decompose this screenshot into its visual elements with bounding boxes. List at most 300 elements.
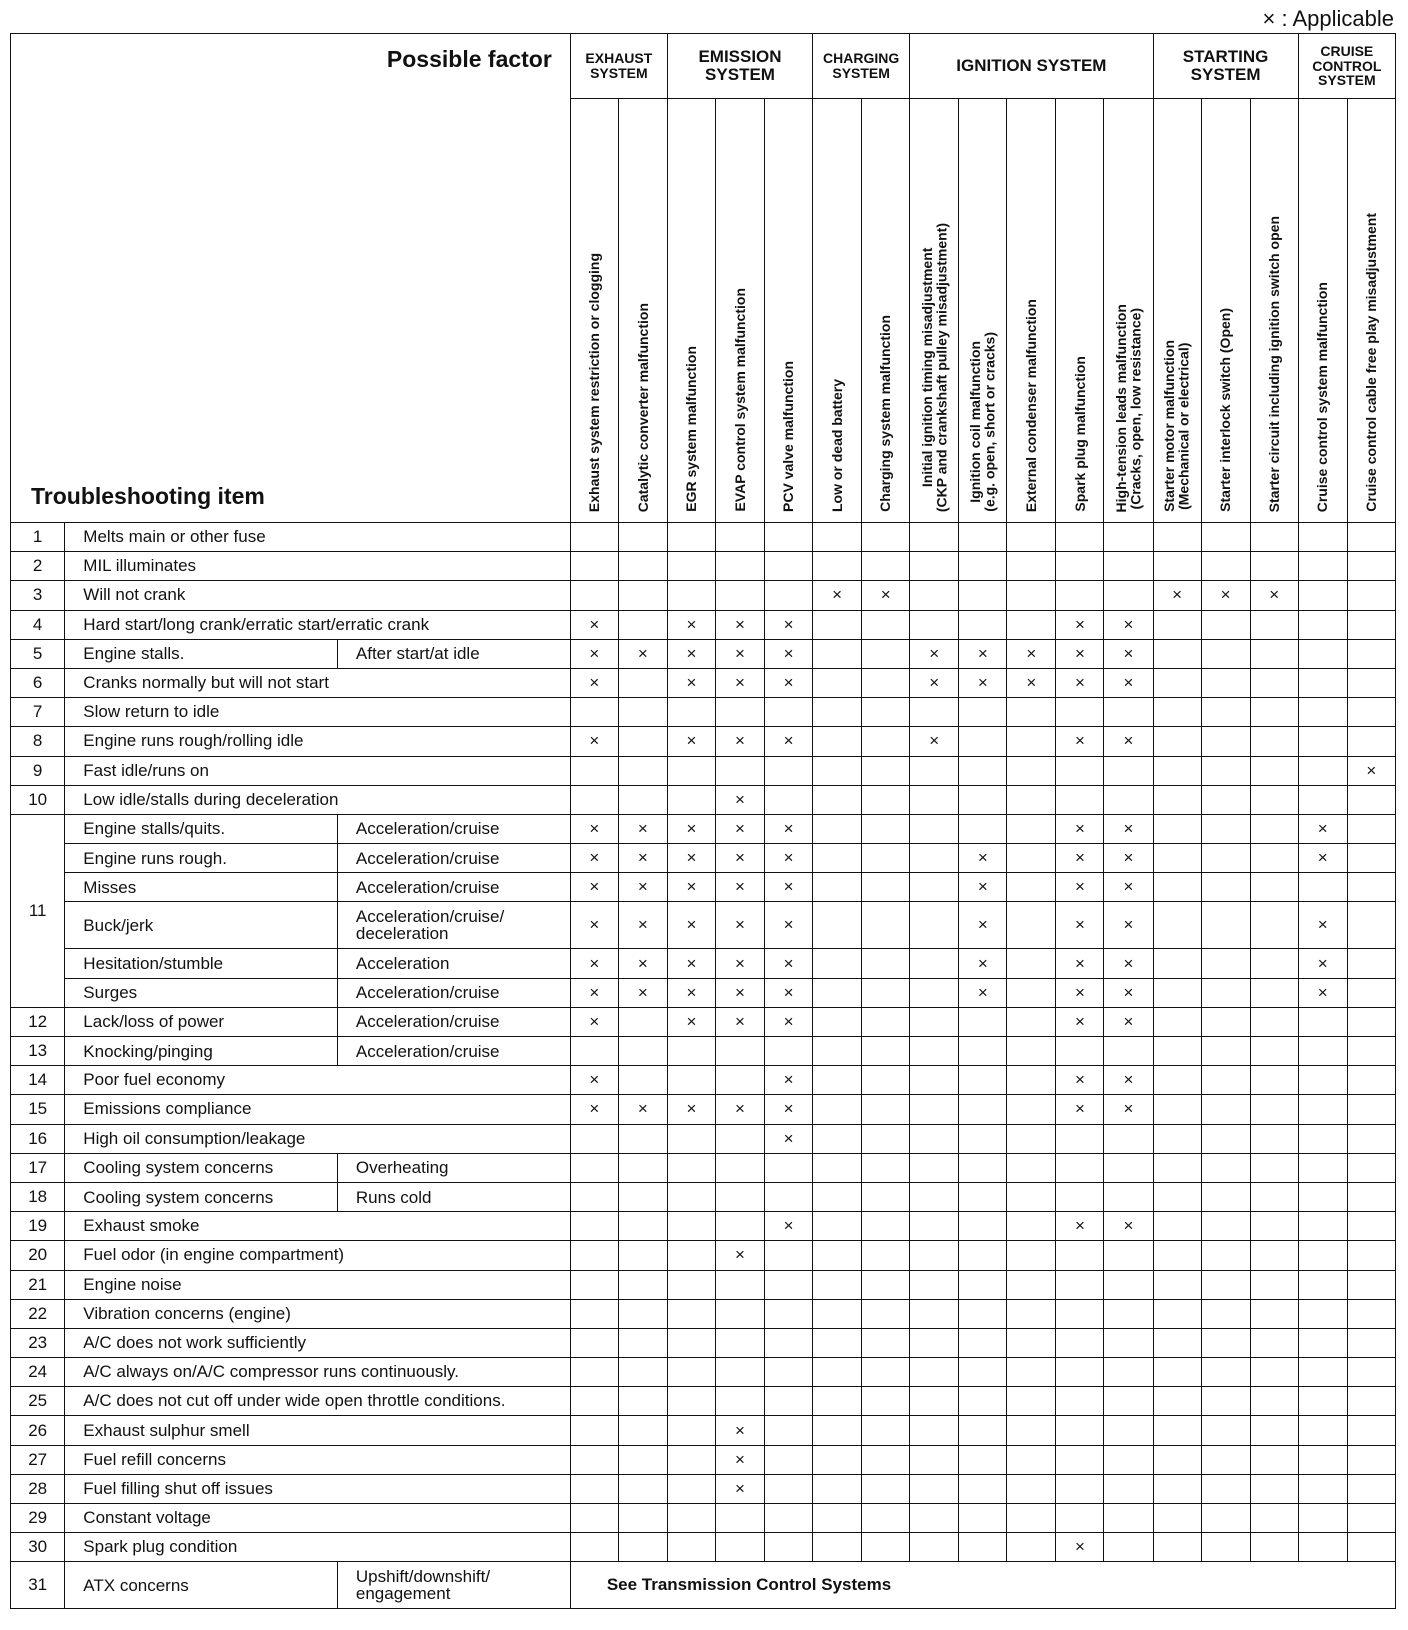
empty-cell xyxy=(959,1416,1007,1445)
applicable-mark: × xyxy=(570,844,618,873)
empty-cell xyxy=(1153,978,1201,1007)
possible-factor-heading: Possible factor xyxy=(386,46,552,72)
applicable-mark: × xyxy=(1104,978,1153,1007)
empty-cell xyxy=(910,1358,959,1387)
empty-cell xyxy=(862,1124,910,1153)
applicable-mark: × xyxy=(667,727,715,756)
empty-cell xyxy=(570,1153,618,1182)
applicable-mark: × xyxy=(1347,756,1395,785)
empty-cell xyxy=(1153,1241,1201,1270)
empty-cell xyxy=(618,1445,667,1474)
empty-cell xyxy=(570,1241,618,1270)
empty-cell xyxy=(813,1533,862,1562)
empty-cell xyxy=(959,552,1007,581)
applicable-mark: × xyxy=(1056,668,1104,697)
applicable-mark: × xyxy=(1104,610,1153,639)
empty-cell xyxy=(813,1241,862,1270)
applicable-mark: × xyxy=(667,814,715,843)
empty-cell xyxy=(813,668,862,697)
condition: Acceleration/cruise xyxy=(337,1037,570,1066)
empty-cell xyxy=(1153,668,1201,697)
empty-cell xyxy=(813,610,862,639)
empty-cell xyxy=(1250,1387,1298,1416)
empty-cell xyxy=(959,1153,1007,1182)
applicable-mark: × xyxy=(570,727,618,756)
empty-cell xyxy=(1298,1474,1347,1503)
empty-cell xyxy=(1298,610,1347,639)
applicable-mark: × xyxy=(1298,902,1347,949)
factor-header xyxy=(618,99,667,523)
empty-cell xyxy=(570,1124,618,1153)
troubleshooting-item: Engine runs rough/rolling idle xyxy=(65,727,571,756)
empty-cell xyxy=(1153,785,1201,814)
empty-cell xyxy=(1347,1095,1395,1124)
empty-cell xyxy=(813,873,862,902)
empty-cell xyxy=(1201,1533,1250,1562)
troubleshooting-item: Hesitation/stumble xyxy=(65,949,338,978)
empty-cell xyxy=(1056,1328,1104,1357)
table-row xyxy=(11,873,1396,902)
empty-cell xyxy=(765,785,813,814)
applicable-mark: × xyxy=(618,978,667,1007)
empty-cell xyxy=(1347,1037,1395,1066)
empty-cell xyxy=(910,1066,959,1095)
empty-cell xyxy=(570,1037,618,1066)
applicable-mark: × xyxy=(570,873,618,902)
applicable-mark: × xyxy=(765,1007,813,1036)
applicable-mark: × xyxy=(1104,727,1153,756)
empty-cell xyxy=(1250,1328,1298,1357)
empty-cell xyxy=(813,756,862,785)
empty-cell xyxy=(667,1153,715,1182)
empty-cell xyxy=(813,1007,862,1036)
empty-cell xyxy=(1153,1533,1201,1562)
factor-header xyxy=(1250,99,1298,523)
empty-cell xyxy=(1056,1474,1104,1503)
applicable-mark: × xyxy=(715,902,764,949)
factor-label: EGR system malfunction xyxy=(683,346,700,512)
empty-cell xyxy=(1250,873,1298,902)
empty-cell xyxy=(813,1095,862,1124)
empty-cell xyxy=(862,1387,910,1416)
empty-cell xyxy=(765,1358,813,1387)
empty-cell xyxy=(813,1358,862,1387)
empty-cell xyxy=(1007,1328,1056,1357)
empty-cell xyxy=(1153,1037,1201,1066)
condition: After start/at idle xyxy=(337,639,570,668)
empty-cell xyxy=(1298,1358,1347,1387)
applicable-mark: × xyxy=(1056,978,1104,1007)
empty-cell xyxy=(1007,1533,1056,1562)
row-number: 13 xyxy=(11,1037,65,1066)
empty-cell xyxy=(618,1533,667,1562)
empty-cell xyxy=(1201,1445,1250,1474)
empty-cell xyxy=(1201,756,1250,785)
empty-cell xyxy=(959,1124,1007,1153)
empty-cell xyxy=(862,756,910,785)
group-header: EXHAUST SYSTEM xyxy=(570,34,667,99)
row-number: 8 xyxy=(11,727,65,756)
applicable-mark: × xyxy=(1056,873,1104,902)
empty-cell xyxy=(1347,1358,1395,1387)
empty-cell xyxy=(1056,1153,1104,1182)
applicable-mark: × xyxy=(715,814,764,843)
applicable-mark: × xyxy=(618,1095,667,1124)
troubleshooting-item: Engine stalls. xyxy=(65,639,338,668)
troubleshooting-item: Cooling system concerns xyxy=(65,1182,338,1211)
empty-cell xyxy=(910,1182,959,1211)
troubleshooting-item: Buck/jerk xyxy=(65,902,338,949)
empty-cell xyxy=(1250,785,1298,814)
row-number: 22 xyxy=(11,1299,65,1328)
empty-cell xyxy=(1347,1416,1395,1445)
empty-cell xyxy=(1347,1182,1395,1211)
applicable-mark: × xyxy=(618,844,667,873)
empty-cell xyxy=(813,902,862,949)
empty-cell xyxy=(667,1299,715,1328)
empty-cell xyxy=(1201,1095,1250,1124)
applicable-mark: × xyxy=(1056,610,1104,639)
applicable-mark: × xyxy=(618,873,667,902)
empty-cell xyxy=(1347,1153,1395,1182)
empty-cell xyxy=(1250,1358,1298,1387)
applicable-mark: × xyxy=(618,902,667,949)
empty-cell xyxy=(1347,1474,1395,1503)
table-row xyxy=(11,1182,1396,1211)
empty-cell xyxy=(1250,1270,1298,1299)
empty-cell xyxy=(813,978,862,1007)
table-row xyxy=(11,698,1396,727)
applicable-mark: × xyxy=(959,949,1007,978)
empty-cell xyxy=(1201,668,1250,697)
empty-cell xyxy=(1153,1007,1201,1036)
empty-cell xyxy=(910,1270,959,1299)
table-row xyxy=(11,1007,1396,1036)
applicable-mark: × xyxy=(667,949,715,978)
empty-cell xyxy=(862,873,910,902)
empty-cell xyxy=(1347,1328,1395,1357)
empty-cell xyxy=(1298,1124,1347,1153)
table-row xyxy=(11,1241,1396,1270)
empty-cell xyxy=(813,844,862,873)
empty-cell xyxy=(570,1299,618,1328)
empty-cell xyxy=(1347,785,1395,814)
table-row xyxy=(11,523,1396,552)
table-row xyxy=(11,1387,1396,1416)
empty-cell xyxy=(1201,1037,1250,1066)
empty-cell xyxy=(862,814,910,843)
empty-cell xyxy=(570,1504,618,1533)
empty-cell xyxy=(1007,1095,1056,1124)
table-row xyxy=(11,1212,1396,1241)
applicable-mark: × xyxy=(1153,581,1201,610)
empty-cell xyxy=(910,1153,959,1182)
empty-cell xyxy=(1298,1182,1347,1211)
empty-cell xyxy=(862,668,910,697)
applicable-mark: × xyxy=(570,1066,618,1095)
empty-cell xyxy=(1250,756,1298,785)
empty-cell xyxy=(618,1241,667,1270)
empty-cell xyxy=(1201,844,1250,873)
empty-cell xyxy=(1104,581,1153,610)
empty-cell xyxy=(862,949,910,978)
empty-cell xyxy=(715,1182,764,1211)
applicable-mark: × xyxy=(765,949,813,978)
empty-cell xyxy=(1250,844,1298,873)
empty-cell xyxy=(862,1241,910,1270)
empty-cell xyxy=(1347,902,1395,949)
troubleshooting-item: Engine stalls/quits. xyxy=(65,814,338,843)
empty-cell xyxy=(910,610,959,639)
empty-cell xyxy=(765,1504,813,1533)
empty-cell xyxy=(959,1007,1007,1036)
empty-cell xyxy=(618,1153,667,1182)
empty-cell xyxy=(910,949,959,978)
empty-cell xyxy=(715,1153,764,1182)
empty-cell xyxy=(1056,785,1104,814)
empty-cell xyxy=(910,902,959,949)
empty-cell xyxy=(618,1007,667,1036)
table-row xyxy=(11,814,1396,843)
table-row xyxy=(11,727,1396,756)
empty-cell xyxy=(1153,1299,1201,1328)
empty-cell xyxy=(1056,1387,1104,1416)
empty-cell xyxy=(1347,949,1395,978)
empty-cell xyxy=(910,1299,959,1328)
empty-cell xyxy=(618,1066,667,1095)
factor-header xyxy=(765,99,813,523)
empty-cell xyxy=(1153,727,1201,756)
row-number: 5 xyxy=(11,639,65,668)
troubleshooting-item: Engine noise xyxy=(65,1270,571,1299)
empty-cell xyxy=(1347,1504,1395,1533)
empty-cell xyxy=(813,552,862,581)
empty-cell xyxy=(1201,639,1250,668)
empty-cell xyxy=(813,1474,862,1503)
table-row xyxy=(11,1095,1396,1124)
empty-cell xyxy=(959,1387,1007,1416)
empty-cell xyxy=(1347,668,1395,697)
table-row xyxy=(11,1124,1396,1153)
empty-cell xyxy=(1007,1037,1056,1066)
empty-cell xyxy=(959,1533,1007,1562)
empty-cell xyxy=(667,552,715,581)
empty-cell xyxy=(959,610,1007,639)
empty-cell xyxy=(1104,1416,1153,1445)
applicable-mark: × xyxy=(910,727,959,756)
troubleshooting-item: A/C does not work sufficiently xyxy=(65,1328,571,1357)
empty-cell xyxy=(1347,1212,1395,1241)
empty-cell xyxy=(1153,1445,1201,1474)
empty-cell xyxy=(1104,1328,1153,1357)
table-row xyxy=(11,756,1396,785)
empty-cell xyxy=(813,1270,862,1299)
empty-cell xyxy=(1104,1124,1153,1153)
empty-cell xyxy=(570,1212,618,1241)
troubleshooting-item: Lack/loss of power xyxy=(65,1007,338,1036)
group-header-row xyxy=(11,34,1396,99)
empty-cell xyxy=(715,1124,764,1153)
applicable-mark: × xyxy=(715,668,764,697)
empty-cell xyxy=(1347,1387,1395,1416)
empty-cell xyxy=(1153,639,1201,668)
empty-cell xyxy=(1007,814,1056,843)
applicable-mark: × xyxy=(715,1445,764,1474)
empty-cell xyxy=(618,698,667,727)
applicable-mark: × xyxy=(570,978,618,1007)
empty-cell xyxy=(1250,1212,1298,1241)
empty-cell xyxy=(910,552,959,581)
empty-cell xyxy=(1007,978,1056,1007)
empty-cell xyxy=(910,1124,959,1153)
factor-label: Starter interlock switch (Open) xyxy=(1217,308,1234,512)
empty-cell xyxy=(765,1474,813,1503)
empty-cell xyxy=(1250,727,1298,756)
empty-cell xyxy=(765,552,813,581)
empty-cell xyxy=(959,698,1007,727)
empty-cell xyxy=(1056,1445,1104,1474)
empty-cell xyxy=(618,1504,667,1533)
factor-header xyxy=(570,99,618,523)
empty-cell xyxy=(910,1007,959,1036)
empty-cell xyxy=(862,523,910,552)
empty-cell xyxy=(1007,1066,1056,1095)
empty-cell xyxy=(765,581,813,610)
empty-cell xyxy=(862,1182,910,1211)
empty-cell xyxy=(618,668,667,697)
empty-cell xyxy=(570,1270,618,1299)
empty-cell xyxy=(765,1037,813,1066)
empty-cell xyxy=(1007,949,1056,978)
empty-cell xyxy=(862,1416,910,1445)
factor-label: Starter circuit including ignition switch open xyxy=(1265,215,1282,512)
applicable-mark: × xyxy=(667,978,715,1007)
empty-cell xyxy=(618,552,667,581)
empty-cell xyxy=(1347,610,1395,639)
row-number: 15 xyxy=(11,1095,65,1124)
empty-cell xyxy=(1201,1299,1250,1328)
empty-cell xyxy=(1104,1299,1153,1328)
empty-cell xyxy=(765,1153,813,1182)
group-header: STARTING SYSTEM xyxy=(1153,34,1298,99)
empty-cell xyxy=(618,1328,667,1357)
troubleshooting-item: High oil consumption/leakage xyxy=(65,1124,571,1153)
empty-cell xyxy=(1298,639,1347,668)
applicable-mark: × xyxy=(959,668,1007,697)
applicable-mark: × xyxy=(1298,844,1347,873)
applicable-mark: × xyxy=(1056,814,1104,843)
applicable-mark: × xyxy=(765,1212,813,1241)
empty-cell xyxy=(1298,873,1347,902)
applicable-mark: × xyxy=(618,949,667,978)
empty-cell xyxy=(1007,902,1056,949)
empty-cell xyxy=(1153,1328,1201,1357)
factor-label: Charging system malfunction xyxy=(877,315,894,512)
applicable-mark: × xyxy=(1104,1212,1153,1241)
empty-cell xyxy=(1056,1299,1104,1328)
empty-cell xyxy=(618,756,667,785)
empty-cell xyxy=(1007,1474,1056,1503)
empty-cell xyxy=(1347,552,1395,581)
applicable-mark: × xyxy=(667,610,715,639)
empty-cell xyxy=(618,523,667,552)
empty-cell xyxy=(1007,1124,1056,1153)
empty-cell xyxy=(570,785,618,814)
empty-cell xyxy=(1201,1504,1250,1533)
empty-cell xyxy=(1056,1037,1104,1066)
empty-cell xyxy=(765,1182,813,1211)
applicable-mark: × xyxy=(1056,844,1104,873)
empty-cell xyxy=(1298,1328,1347,1357)
empty-cell xyxy=(1347,844,1395,873)
empty-cell xyxy=(1250,639,1298,668)
empty-cell xyxy=(715,1037,764,1066)
empty-cell xyxy=(570,698,618,727)
condition: Overheating xyxy=(337,1153,570,1182)
applicable-mark: × xyxy=(715,1095,764,1124)
applicable-mark: × xyxy=(1104,844,1153,873)
empty-cell xyxy=(1007,1504,1056,1533)
empty-cell xyxy=(862,1066,910,1095)
table-row xyxy=(11,949,1396,978)
empty-cell xyxy=(862,1504,910,1533)
empty-cell xyxy=(1250,1037,1298,1066)
empty-cell xyxy=(1104,1358,1153,1387)
applicable-mark: × xyxy=(765,1095,813,1124)
empty-cell xyxy=(813,1066,862,1095)
empty-cell xyxy=(1007,1241,1056,1270)
empty-cell xyxy=(910,1212,959,1241)
empty-cell xyxy=(813,1445,862,1474)
empty-cell xyxy=(1298,668,1347,697)
empty-cell xyxy=(1007,785,1056,814)
applicable-mark: × xyxy=(715,639,764,668)
row-number: 26 xyxy=(11,1416,65,1445)
empty-cell xyxy=(1298,1387,1347,1416)
empty-cell xyxy=(862,785,910,814)
factor-label: EVAP control system malfunction xyxy=(731,288,748,512)
empty-cell xyxy=(667,1066,715,1095)
table-row xyxy=(11,581,1396,610)
empty-cell xyxy=(1201,978,1250,1007)
empty-cell xyxy=(1201,1007,1250,1036)
empty-cell xyxy=(1298,1095,1347,1124)
table-row xyxy=(11,978,1396,1007)
empty-cell xyxy=(570,1416,618,1445)
applicable-mark: × xyxy=(667,1007,715,1036)
applicable-mark: × xyxy=(1104,1007,1153,1036)
factor-label: Cruise control cable free play misadjustment xyxy=(1363,213,1380,512)
empty-cell xyxy=(1201,1416,1250,1445)
row-number: 6 xyxy=(11,668,65,697)
empty-cell xyxy=(910,1504,959,1533)
empty-cell xyxy=(1347,581,1395,610)
empty-cell xyxy=(1347,1124,1395,1153)
empty-cell xyxy=(765,523,813,552)
applicable-mark: × xyxy=(667,844,715,873)
empty-cell xyxy=(765,1387,813,1416)
empty-cell xyxy=(1250,1153,1298,1182)
empty-cell xyxy=(1007,1182,1056,1211)
applicable-mark: × xyxy=(570,814,618,843)
empty-cell xyxy=(1201,1212,1250,1241)
empty-cell xyxy=(765,698,813,727)
empty-cell xyxy=(1347,814,1395,843)
applicable-mark: × xyxy=(618,814,667,843)
troubleshooting-item: Fuel refill concerns xyxy=(65,1445,571,1474)
table-row xyxy=(11,1299,1396,1328)
empty-cell xyxy=(1298,1212,1347,1241)
